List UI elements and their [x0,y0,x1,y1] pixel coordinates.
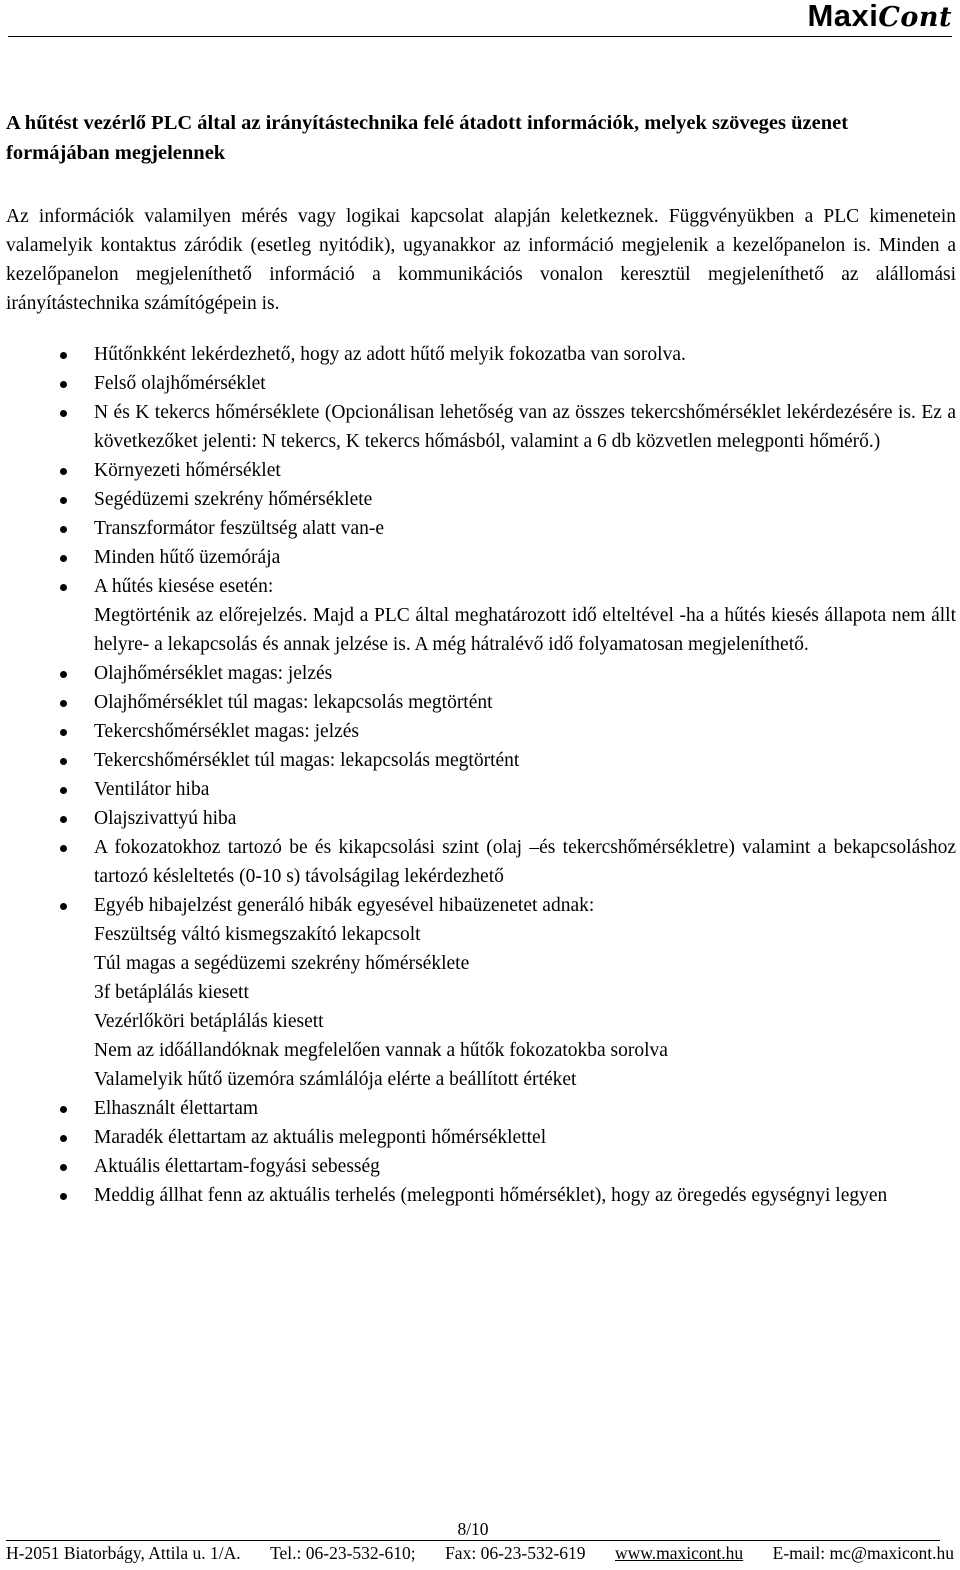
list-item: Tekercshőmérséklet túl magas: lekapcsolás megtörtént [94,746,956,775]
logo-maxi-text: Maxi [807,0,879,33]
fault-line: Nem az időállandóknak megfelelően vannak a hűtők fokozatokba sorolva [94,1040,668,1061]
fault-line: Túl magas a segédüzemi szekrény hőmérséklete [94,953,470,974]
cooling-failure-label: A hűtés kiesése esetén: [94,576,274,597]
info-list [94,340,956,1210]
list-item: Maradék élettartam az aktuális melegponti hőmérséklettel [94,1123,956,1152]
list-item: Felső olajhőmérséklet [94,369,956,398]
footer-website-link[interactable]: www.maxicont.hu [615,1543,744,1563]
list-item: Olajhőmérséklet magas: jelzés [94,659,956,688]
footer-fax: Fax: 06-23-532-619 [445,1543,586,1563]
list-item: Meddig állhat fenn az aktuális terhelés (melegponti hőmérséklet), hogy az öregedés egységnyi legyen [94,1181,956,1210]
page-header [8,0,952,37]
list-item: Segédüzemi szekrény hőmérséklete [94,485,956,514]
list-item: Környezeti hőmérséklet [94,456,956,485]
logo-cont-text: Cont [878,2,952,33]
other-faults-label: Egyéb hibajelzést generáló hibák egyesével hibaüzenetet adnak: [94,895,595,916]
footer-address: H-2051 Biatorbágy, Attila u. 1/A. [6,1543,241,1563]
list-item: Tekercshőmérséklet magas: jelzés [94,717,956,746]
list-item: Elhasznált élettartam [94,1094,956,1123]
list-item: Minden hűtő üzemórája [94,543,956,572]
footer-email: E-mail: mc@maxicont.hu [772,1543,954,1563]
fault-line: Valamelyik hűtő üzemóra számlálója elérte a beállított értéket [94,1069,577,1090]
list-item: Aktuális élettartam-fogyási sebesség [94,1152,956,1181]
fault-line: Feszültség váltó kismegszakító lekapcsolt [94,924,421,945]
list-item: N és K tekercs hőmérséklete (Opcionálisan lehetőség van az összes tekercshőmérséklet lekérdezésére is. Ez a következőket jelenti: N tekercs, K tekercs hőmásból, valamint a 6 db közvetlen melegponti hőmérő.) [94,398,956,456]
list-item: Ventilátor hiba [94,775,956,804]
fault-line: Vezérlőköri betáplálás kiesett [94,1011,324,1032]
list-item: Transzformátor feszültség alatt van-e [94,514,956,543]
fault-line: 3f betáplálás kiesett [94,982,249,1003]
list-item: Hűtőnkként lekérdezhető, hogy az adott hűtő melyik fokozatba van sorolva. [94,340,956,369]
list-item-other-faults [94,891,956,1094]
cooling-failure-detail: Megtörténik az előrejelzés. Majd a PLC által meghatározott idő elteltével -ha a hűtés kiesés állapota nem állt helyre- a lekapcsolás és annak jelzése is. A még hátralévő idő folyamatosan megjeleníthető. [94,605,956,655]
page-footer [6,1518,954,1565]
maxicont-logo [807,0,952,36]
list-item: A fokozatokhoz tartozó be és kikapcsolási szint (olaj –és tekercshőmérsékletre) valamint a bekapcsoláshoz tartozó késleltetés (0-10 s) távolságilag lekérdezhető [94,833,956,891]
list-item: Olajszivattyú hiba [94,804,956,833]
footer-tel: Tel.: 06-23-532-610; [270,1543,416,1563]
section-heading: A hűtést vezérlő PLC által az irányítástechnika felé átadott információk, melyek szöveges üzenet formájában megjelennek [6,112,849,164]
footer-contact-row [6,1541,954,1565]
list-item: Olajhőmérséklet túl magas: lekapcsolás megtörtént [94,688,956,717]
list-item-cooling-failure [94,572,956,659]
page-number: 8/10 [6,1518,940,1541]
intro-paragraph: Az információk valamilyen mérés vagy logikai kapcsolat alapján keletkeznek. Függvényükben a PLC kimenetein valamelyik kontaktus záródik (esetleg nyitódik), ugyanakkor az információ megjelenik a kezelőpanelon is. Minden a kezelőpanelon megjeleníthető információ a kommunikációs vonalon keresztül megjeleníthető az alállomási irányítástechnika számítógépein is. [6,206,956,314]
